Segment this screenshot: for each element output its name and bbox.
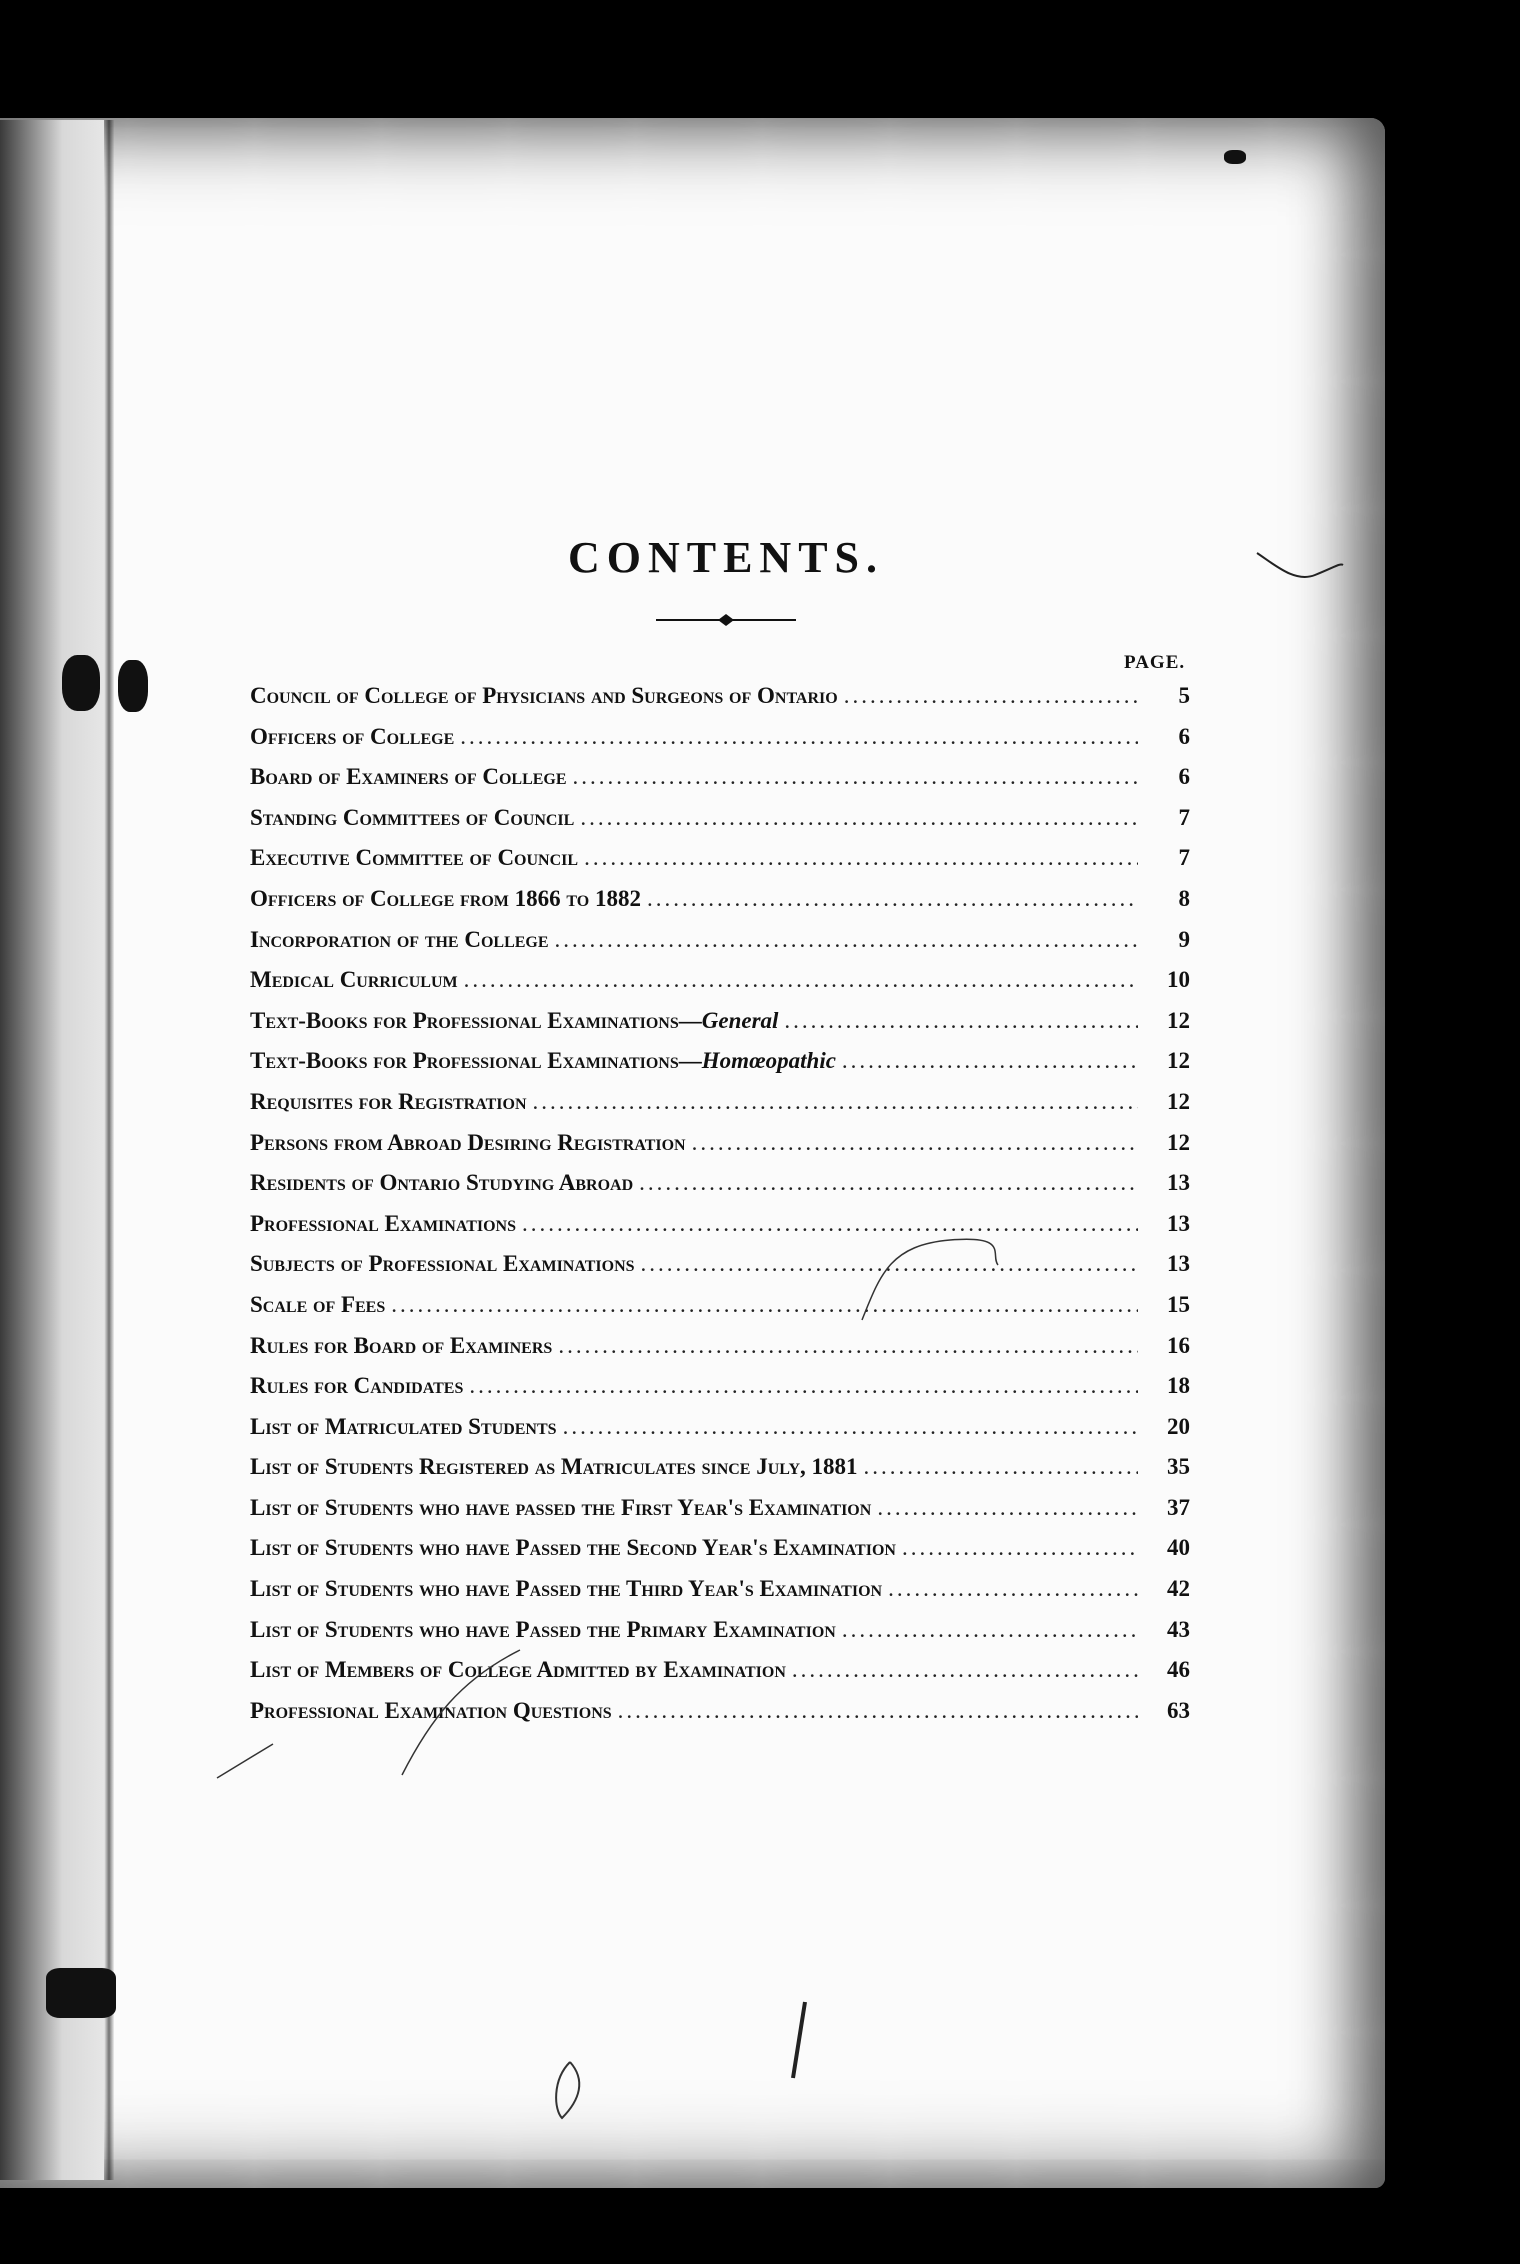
toc-entry-title-text: List of Students who have Passed the Third Year's Examination <box>250 1576 883 1602</box>
toc-entry-title <box>250 1617 836 1643</box>
toc-entry-title <box>250 764 567 790</box>
toc-entry-title <box>250 1008 778 1034</box>
toc-entry <box>250 1251 1190 1292</box>
toc-entry-title-text: Persons from Abroad Desiring Registration <box>250 1129 686 1155</box>
toc-entry-page-number: 15 <box>1167 1291 1190 1317</box>
toc-entry-page-number: 13 <box>1167 1170 1190 1196</box>
toc-entry <box>250 1414 1190 1455</box>
toc-entry-title <box>250 1535 896 1561</box>
toc-entry-title-text: Scale of Fees <box>250 1291 386 1317</box>
toc-entry-page-number: 46 <box>1167 1657 1190 1683</box>
toc-entry-title <box>250 724 454 750</box>
dot-leader <box>647 886 1138 912</box>
toc-entry-title-text: Council of College of Physicians and Surgeons of Ontario <box>250 683 838 708</box>
toc-entry-title <box>250 1698 612 1724</box>
toc-entry <box>250 1130 1190 1171</box>
toc-entry <box>250 1373 1190 1414</box>
toc-entry <box>250 683 1190 724</box>
toc-entry-page-number: 37 <box>1167 1494 1190 1520</box>
toc-entry-title-text: Medical Curriculum <box>250 967 458 993</box>
toc-entry-title-text: Officers of College <box>250 723 455 749</box>
dot-leader <box>842 1617 1138 1643</box>
dot-leader <box>844 683 1138 709</box>
toc-entry-title <box>250 1130 686 1156</box>
toc-entry-page-number: 20 <box>1167 1413 1190 1439</box>
toc-entry <box>250 886 1190 927</box>
toc-entry <box>250 764 1190 805</box>
dot-leader <box>618 1698 1138 1724</box>
toc-entry-page-number: 12 <box>1167 1088 1190 1114</box>
toc-entry-title <box>250 1495 871 1521</box>
dot-leader <box>792 1657 1138 1683</box>
toc-entry-title <box>250 1576 882 1602</box>
toc-entry-title-text: Residents of Ontario Studying Abroad <box>250 1170 634 1196</box>
toc-entry-title <box>250 1657 786 1683</box>
toc-entry-title <box>250 1048 836 1074</box>
dot-leader <box>641 1251 1138 1277</box>
toc-entry <box>250 724 1190 765</box>
toc-entry <box>250 1698 1190 1739</box>
toc-entry-title-text: Rules for Board of Examiners <box>250 1332 553 1358</box>
toc-entry <box>250 1292 1190 1333</box>
toc-entry <box>250 1333 1190 1374</box>
toc-entry-page-number: 40 <box>1167 1535 1190 1561</box>
toc-entry-title-emphasis: General <box>701 1007 779 1033</box>
toc-entry-title-text: Requisites for Registration <box>250 1088 527 1114</box>
dot-leader <box>902 1535 1138 1561</box>
page-title: CONTENTS. <box>567 533 885 583</box>
toc-entry-title <box>250 967 458 993</box>
ink-blot <box>1224 150 1246 164</box>
facing-page-edge <box>0 120 104 2180</box>
toc-entry-title-text: List of Students Registered as Matriculates since July, 1881 <box>250 1454 858 1480</box>
toc-entry-title-text: Professional Examination Questions <box>250 1697 612 1723</box>
toc-entry-title <box>250 1211 516 1237</box>
dot-leader <box>888 1576 1138 1602</box>
dot-leader <box>877 1495 1138 1521</box>
ink-blot <box>46 1968 116 2018</box>
toc-entry <box>250 1535 1190 1576</box>
toc-entry <box>250 1008 1190 1049</box>
toc-entry-title-text: List of Students who have Passed the Second Year's Examination <box>250 1535 896 1561</box>
toc-entry-title-text: Officers of College from 1866 to 1882 <box>250 885 641 911</box>
toc-entry-page-number: 42 <box>1167 1576 1190 1602</box>
toc-entry <box>250 1211 1190 1252</box>
dot-leader <box>522 1211 1138 1237</box>
toc-entry <box>250 1089 1190 1130</box>
toc-entry-page-number: 12 <box>1167 1007 1190 1033</box>
toc-entry-title <box>250 1089 527 1115</box>
dot-leader <box>784 1008 1138 1034</box>
toc-entry-title-text: Executive Committee of Council <box>250 845 579 871</box>
toc-entry-title-text: Text-Books for Professional Examinations— <box>250 1048 702 1074</box>
toc-entry-title-text: List of Matriculated Students <box>250 1413 557 1439</box>
toc-entry-title-text: Rules for Candidates <box>250 1373 464 1399</box>
dot-leader <box>864 1454 1138 1480</box>
dot-leader <box>464 967 1138 993</box>
toc-entry-title-text: Text-Books for Professional Examinations— <box>250 1007 702 1033</box>
ink-blot <box>62 655 100 711</box>
toc-entry-title-text: Incorporation of the College <box>250 926 549 952</box>
page-column-label: PAGE. <box>1124 652 1186 673</box>
toc-entry-title-text: List of Students who have Passed the Primary Examination <box>250 1616 836 1642</box>
toc-entry-title <box>250 1251 635 1277</box>
toc-entry <box>250 1454 1190 1495</box>
toc-entry <box>250 1617 1190 1658</box>
dot-leader <box>639 1170 1138 1196</box>
toc-entry-title-text: Subjects of Professional Examinations <box>250 1251 635 1277</box>
toc-entry-title-text: Standing Committees of Council <box>250 804 575 830</box>
title-rule-ornament <box>656 612 796 628</box>
toc-entry-page-number: 16 <box>1167 1332 1190 1358</box>
ink-blot <box>118 660 148 712</box>
dot-leader <box>533 1089 1139 1115</box>
dot-leader <box>460 724 1138 750</box>
toc-entry-page-number: 6 <box>1178 723 1190 749</box>
toc-entry <box>250 1170 1190 1211</box>
toc-entry-page-number: 8 <box>1178 885 1190 911</box>
toc-entry-page-number: 5 <box>1178 683 1190 708</box>
toc-entry-page-number: 13 <box>1167 1251 1190 1277</box>
page-fold <box>104 120 114 2180</box>
toc-entry-page-number: 13 <box>1167 1210 1190 1236</box>
toc-entry-page-number: 6 <box>1178 764 1190 790</box>
toc-entry-title-emphasis: Homœopathic <box>701 1048 836 1074</box>
toc-entry <box>250 927 1190 968</box>
toc-entry-page-number: 43 <box>1167 1616 1190 1642</box>
toc-entry <box>250 1657 1190 1698</box>
toc-entry <box>250 1048 1190 1089</box>
toc-entry-page-number: 7 <box>1178 845 1190 871</box>
toc-entry-title <box>250 1414 557 1440</box>
dot-leader <box>580 805 1138 831</box>
toc-entry-title <box>250 886 641 912</box>
toc-entry-page-number: 12 <box>1167 1048 1190 1074</box>
dot-leader <box>558 1333 1138 1359</box>
dot-leader <box>573 764 1138 790</box>
toc-entry-title-text: Professional Examinations <box>250 1210 516 1236</box>
toc-entry <box>250 1495 1190 1536</box>
toc-entry-title-text: List of Members of College Admitted by Examination <box>250 1657 786 1683</box>
dot-leader <box>563 1414 1138 1440</box>
dot-leader <box>469 1373 1138 1399</box>
toc-entry <box>250 805 1190 846</box>
toc-entry-page-number: 18 <box>1167 1373 1190 1399</box>
toc-entry-title-text: List of Students who have passed the First Year's Examination <box>250 1494 872 1520</box>
toc-entry-page-number: 35 <box>1167 1454 1190 1480</box>
toc-entry-page-number: 7 <box>1178 804 1190 830</box>
toc-entry-page-number: 10 <box>1167 967 1190 993</box>
toc-entry-page-number: 63 <box>1167 1697 1190 1723</box>
toc-entry-title <box>250 683 838 709</box>
toc-entry-title <box>250 1292 385 1318</box>
toc-entry-title <box>250 927 549 953</box>
toc-entry <box>250 967 1190 1008</box>
toc-entry-title <box>250 1333 552 1359</box>
toc-entry <box>250 845 1190 886</box>
toc-entry-title <box>250 1373 463 1399</box>
contents-list <box>250 683 1190 1738</box>
toc-entry <box>250 1576 1190 1617</box>
toc-entry-title <box>250 805 574 831</box>
toc-entry-title <box>250 1454 858 1480</box>
toc-entry-page-number: 12 <box>1167 1129 1190 1155</box>
toc-entry-title <box>250 1170 633 1196</box>
toc-entry-page-number: 9 <box>1178 926 1190 952</box>
dot-leader <box>842 1048 1138 1074</box>
toc-entry-title <box>250 845 578 871</box>
dot-leader <box>584 845 1138 871</box>
dot-leader <box>391 1292 1138 1318</box>
toc-entry-title-text: Board of Examiners of College <box>250 764 567 790</box>
dot-leader <box>692 1130 1138 1156</box>
dot-leader <box>555 927 1138 953</box>
